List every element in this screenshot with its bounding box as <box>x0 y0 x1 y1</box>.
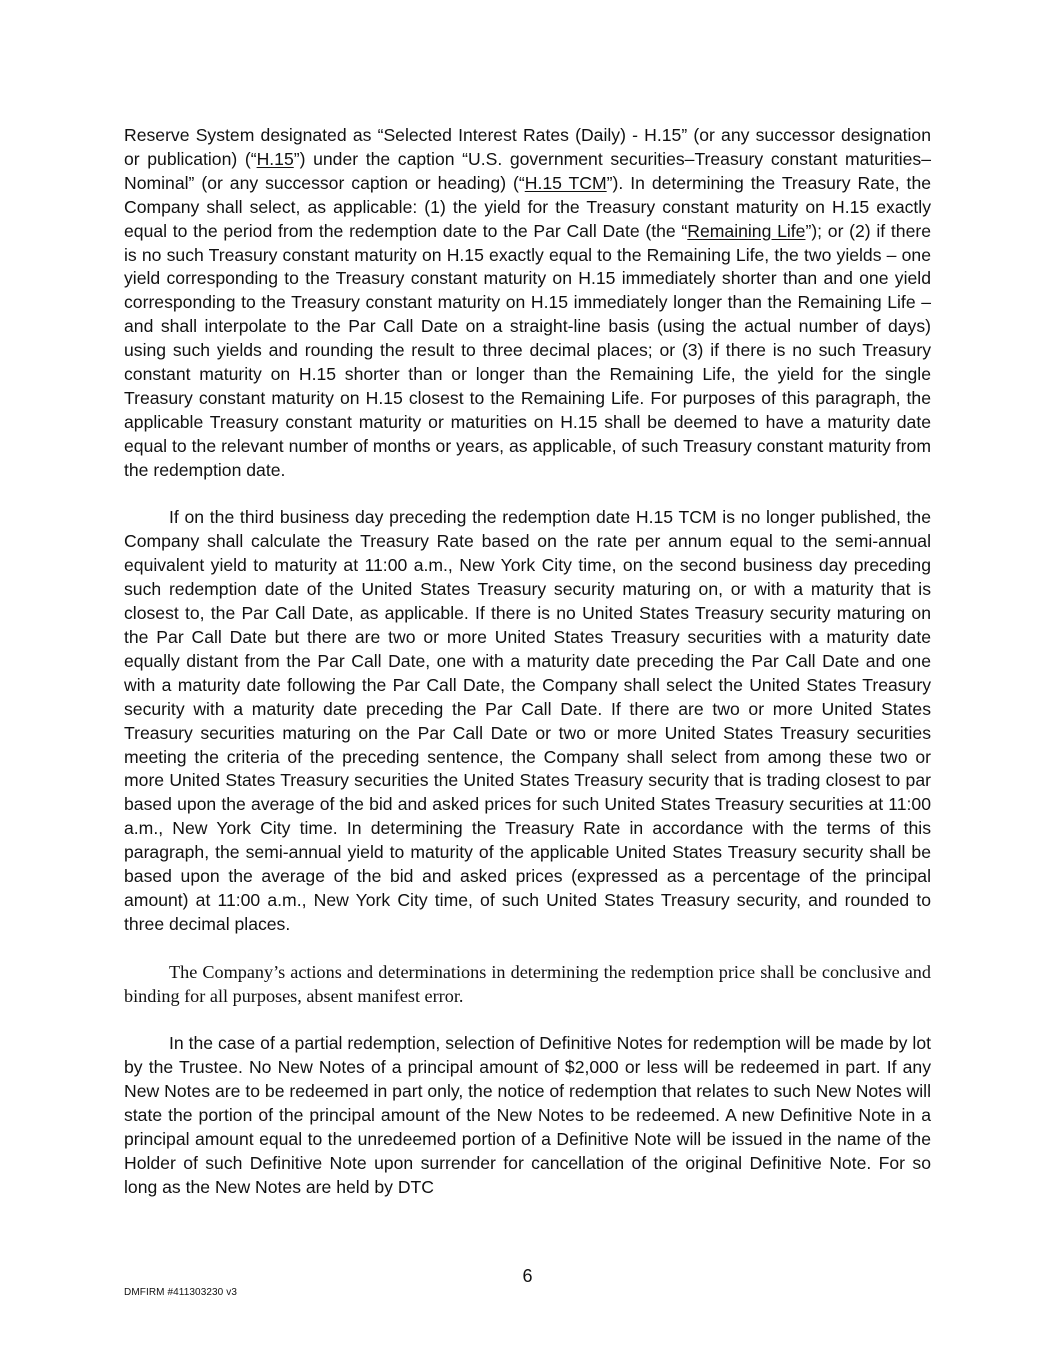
paragraph-company-determinations: The Company’s actions and determinations in determining the redemption price shall be conclusive and binding for all purposes, absent manifest error. <box>124 961 931 1006</box>
defined-term-h15: H.15 <box>256 148 294 169</box>
page-number: 6 <box>522 1266 533 1286</box>
paragraph-treasury-rate-h15 <box>124 124 931 483</box>
defined-term-h15-tcm: H.15 TCM <box>524 172 607 193</box>
paragraph1-text-2: ”) under the caption “U.S. government securities–Treasury constant maturities–Nominal” (or any successor caption or heading) (“ <box>124 148 931 193</box>
page-body <box>124 124 931 1200</box>
paragraph1-text-3: ”). In determining the Treasury Rate, the Company shall select, as applicable: (1) the yield for the Treasury constant maturity on H.15 exactly equal to the period from the redemption date to the Par Call Date (the “ <box>124 172 932 241</box>
defined-term-remaining-life: Remaining Life <box>687 220 806 241</box>
paragraph1-text-1: Reserve System designated as “Selected Interest Rates (Daily) - H.15” (or any successor designation or publication) (“ <box>124 125 931 169</box>
paragraph-partial-redemption: In the case of a partial redemption, selection of Definitive Notes for redemption will be made by lot by the Trustee. No New Notes of a principal amount of $2,000 or less will be redeemed in part. If any New Notes are to be redeemed in part only, the notice of redemption that relates to such New Notes will state the portion of the principal amount of the New Notes to be redeemed. A new Definitive Note in a principal amount equal to the unredeemed portion of a Definitive Note will be issued in the name of the Holder of such Definitive Note upon surrender for cancellation of the original Definitive Note. For so long as the New Notes are held by DTC <box>124 1033 931 1197</box>
paragraph-h15-tcm-unpublished: If on the third business day preceding the redemption date H.15 TCM is no longer published, the Company shall calculate the Treasury Rate based on the rate per annum equal to the semi-annual equivalent yield to maturity at 11:00 a.m., New York City time, on the second business day preceding such redemption date of the United States Treasury security maturing on, or with a maturity that is closest to, the Par Call Date, as applicable. If there is no United States Treasury security maturing on the Par Call Date but there are two or more United States Treasury securities with a maturity date equally distant from the Par Call Date, one with a maturity date preceding the Par Call Date and one with a maturity date following the Par Call Date, the Company shall select the United States Treasury security with a maturity date preceding the Par Call Date. If there are two or more United States Treasury securities maturing on the Par Call Date or two or more United States Treasury securities meeting the criteria of the preceding sentence, the Company shall select from among these two or more United States Treasury securities the United States Treasury security that is trading closest to par based upon the average of the bid and asked prices for such United States Treasury securities at 11:00 a.m., New York City time. In determining the Treasury Rate in accordance with the terms of this paragraph, the semi-annual yield to maturity of the applicable United States Treasury security shall be based upon the average of the bid and asked prices (expressed as a percentage of the principal amount) at 11:00 a.m., New York City time, of such United States Treasury security, and rounded to three decimal places. <box>124 507 931 934</box>
document-id-footer: DMFIRM #411303230 v3 <box>124 1287 237 1298</box>
paragraph1-text-4: ”); or (2) if there is no such Treasury constant maturity on H.15 exactly equal to the Remaining Life, the two yields – one yield corresponding to the Treasury constant maturity on H.15 immediately shorter than and one yield corresponding to the Treasury constant maturity on H.15 immediately longer than the Remaining Life – and shall interpolate to the Par Call Date on a straight-line basis (using the actual number of days) using such yields and rounding the result to three decimal places; or (3) if there is no such Treasury constant maturity on H.15 shorter than or longer than the Remaining Life, the yield for the single Treasury constant maturity on H.15 closest to the Remaining Life. For purposes of this paragraph, the applicable Treasury constant maturity or maturities on H.15 shall be deemed to have a maturity date equal to the relevant number of months or years, as applicable, of such Treasury constant maturity from the redemption date. <box>124 220 932 480</box>
